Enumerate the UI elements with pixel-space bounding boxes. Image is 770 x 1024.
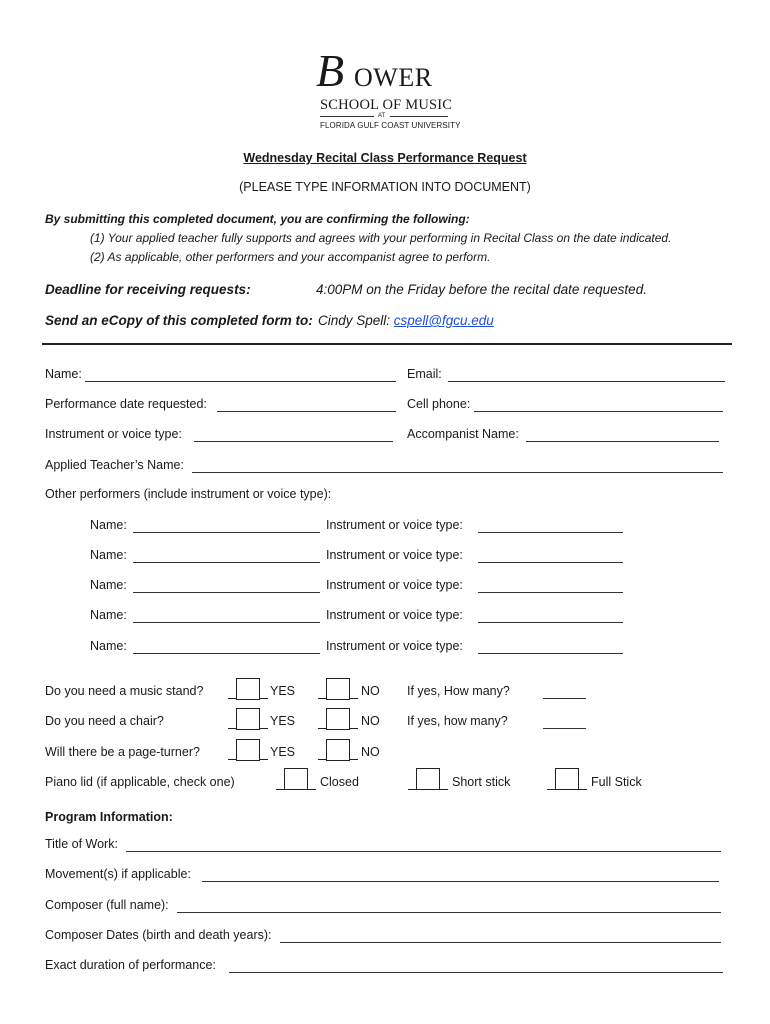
recipient-name: Cindy Spell: <box>318 313 394 328</box>
page-turner-no-checkbox[interactable] <box>326 739 350 761</box>
composer-dates-label: Composer Dates (birth and death years): <box>45 928 272 942</box>
stand-how-many-label: If yes, How many? <box>407 684 510 698</box>
accompanist-label: Accompanist Name: <box>407 427 519 441</box>
instrument-field[interactable] <box>194 427 393 442</box>
other-performers-label: Other performers (include instrument or voice type): <box>45 487 332 501</box>
program-heading: Program Information: <box>45 810 173 824</box>
performer-instrument-field[interactable] <box>478 518 623 533</box>
piano-lid-closed-checkbox[interactable] <box>284 768 308 790</box>
performer-instrument-field[interactable] <box>478 548 623 563</box>
cell-phone-label: Cell phone: <box>407 397 471 411</box>
teacher-field[interactable] <box>192 458 723 473</box>
chair-how-many-label: If yes, how many? <box>407 714 508 728</box>
full-stick-label: Full Stick <box>591 775 642 789</box>
email-field[interactable] <box>448 367 725 382</box>
page-turner-question: Will there be a page-turner? <box>45 745 200 759</box>
instrument-label: Instrument or voice type: <box>45 427 182 441</box>
music-stand-no-checkbox[interactable] <box>326 678 350 700</box>
movements-field[interactable] <box>202 867 719 882</box>
piano-lid-short-stick-checkbox[interactable] <box>416 768 440 790</box>
performance-date-field[interactable] <box>217 397 396 412</box>
chair-how-many-field[interactable] <box>543 714 586 729</box>
performer-instrument-label: Instrument or voice type: <box>326 639 463 653</box>
performer-name-label: Name: <box>90 518 127 532</box>
teacher-label: Applied Teacher’s Name: <box>45 458 184 472</box>
duration-label: Exact duration of performance: <box>45 958 216 972</box>
chair-yes-checkbox[interactable] <box>236 708 260 730</box>
section-divider <box>42 343 732 345</box>
piano-lid-question: Piano lid (if applicable, check one) <box>45 775 235 789</box>
performer-name-field[interactable] <box>133 639 320 654</box>
performer-name-label: Name: <box>90 578 127 592</box>
music-stand-yes-checkbox[interactable] <box>236 678 260 700</box>
performer-instrument-field[interactable] <box>478 578 623 593</box>
logo-ower-text: OWER <box>354 63 433 92</box>
performer-instrument-label: Instrument or voice type: <box>326 608 463 622</box>
performer-name-label: Name: <box>90 608 127 622</box>
performer-name-label: Name: <box>90 548 127 562</box>
title-of-work-field[interactable] <box>126 837 721 852</box>
intro-item: (2) As applicable, other performers and your accompanist agree to perform. <box>90 250 491 264</box>
movements-label: Movement(s) if applicable: <box>45 867 191 881</box>
form-subtitle: (PLEASE TYPE INFORMATION INTO DOCUMENT) <box>239 180 531 194</box>
page-turner-yes-checkbox[interactable] <box>236 739 260 761</box>
no-label: NO <box>361 684 380 698</box>
yes-label: YES <box>270 684 296 698</box>
cell-phone-field[interactable] <box>474 397 723 412</box>
intro-item: (1) Your applied teacher fully supports and agrees with your performing in Recital Class on the date indicated. <box>90 231 672 245</box>
performer-name-field[interactable] <box>133 518 320 533</box>
performance-date-label: Performance date requested: <box>45 397 207 411</box>
send-label: Send an eCopy of this completed form to: <box>45 313 313 328</box>
accompanist-field[interactable] <box>526 427 719 442</box>
no-label: NO <box>361 714 380 728</box>
yes-label: YES <box>270 714 296 728</box>
logo-at-text: AT <box>378 113 386 119</box>
composer-label: Composer (full name): <box>45 898 169 912</box>
logo-b-letter: B <box>316 45 345 96</box>
chair-question: Do you need a chair? <box>45 714 164 728</box>
performer-name-field[interactable] <box>133 608 320 623</box>
duration-field[interactable] <box>229 958 723 973</box>
send-recipient <box>318 313 494 328</box>
performer-name-field[interactable] <box>133 578 320 593</box>
name-label: Name: <box>45 367 82 381</box>
email-label: Email: <box>407 367 442 381</box>
logo-university-text: FLORIDA GULF COAST UNIVERSITY <box>320 121 461 130</box>
chair-no-checkbox[interactable] <box>326 708 350 730</box>
deadline-label: Deadline for receiving requests: <box>45 282 251 297</box>
performer-instrument-label: Instrument or voice type: <box>326 578 463 592</box>
title-of-work-label: Title of Work: <box>45 837 118 851</box>
performer-instrument-label: Instrument or voice type: <box>326 518 463 532</box>
music-stand-question: Do you need a music stand? <box>45 684 204 698</box>
composer-dates-field[interactable] <box>280 928 721 943</box>
no-label: NO <box>361 745 380 759</box>
yes-label: YES <box>270 745 296 759</box>
form-title: Wednesday Recital Class Performance Request <box>243 151 527 165</box>
logo-rule-left <box>320 116 374 117</box>
logo-school-text: SCHOOL OF MUSIC <box>320 97 453 113</box>
stand-how-many-field[interactable] <box>543 684 586 699</box>
performer-instrument-field[interactable] <box>478 608 623 623</box>
performer-instrument-label: Instrument or voice type: <box>326 548 463 562</box>
short-stick-label: Short stick <box>452 775 511 789</box>
intro-heading: By submitting this completed document, you are confirming the following: <box>45 212 470 226</box>
recipient-email-link[interactable]: cspell@fgcu.edu <box>393 313 494 328</box>
performer-name-label: Name: <box>90 639 127 653</box>
logo-rule-right <box>390 116 448 117</box>
name-field[interactable] <box>85 367 396 382</box>
composer-field[interactable] <box>177 898 721 913</box>
performer-name-field[interactable] <box>133 548 320 563</box>
closed-label: Closed <box>320 775 359 789</box>
performer-instrument-field[interactable] <box>478 639 623 654</box>
piano-lid-full-stick-checkbox[interactable] <box>555 768 579 790</box>
deadline-value: 4:00PM on the Friday before the recital date requested. <box>316 282 647 297</box>
